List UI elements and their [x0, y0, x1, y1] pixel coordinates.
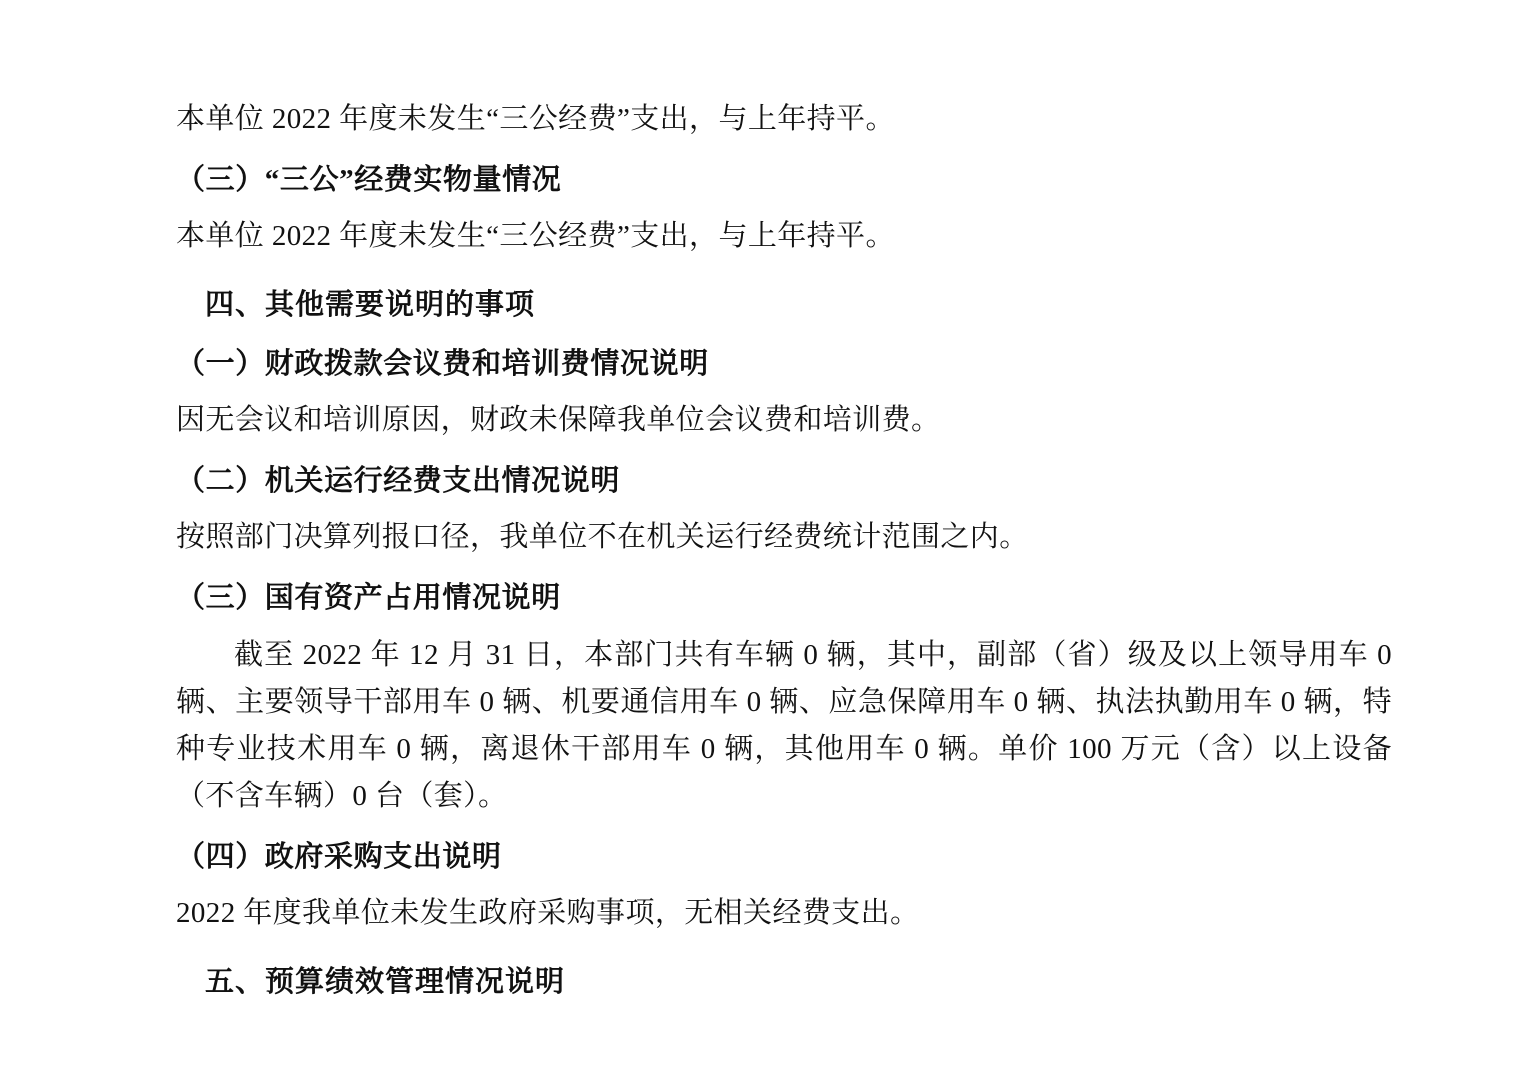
heading-government-procurement: （四）政府采购支出说明: [176, 840, 502, 873]
paragraph-state-owned-assets: 截至 2022 年 12 月 31 日，本部门共有车辆 0 辆，其中，副部（省）级及以上领导用车 0 辆、主要领导干部用车 0 辆、机要通信用车 0 辆、应急保障用车 0 辆、执法执勤用车 0 辆，特种专业技术用车 0 辆，离退休干部用车 0 辆，其他用车 0 辆。单价 100 万元（含）以上设备（不含车辆）0 台（套）。: [176, 638, 1392, 812]
document-body: [176, 96, 1392, 1005]
heading-agency-operating-expense: （二）机关运行经费支出情况说明: [176, 465, 621, 498]
paragraph-meeting-training-fee: 因无会议和培训原因，财政未保障我单位会议费和培训费。: [176, 404, 941, 437]
paragraph-agency-operating-expense: 按照部门决算列报口径，我单位不在机关运行经费统计范围之内。: [176, 521, 1029, 554]
heading-budget-performance-management: 五、预算绩效管理情况说明: [205, 966, 566, 999]
heading-three-public-physical-quantity: （三）“三公”经费实物量情况: [176, 163, 562, 196]
paragraph-government-procurement: 2022 年度我单位未发生政府采购事项，无相关经费支出。: [176, 897, 920, 930]
heading-meeting-training-fee: （一）财政拨款会议费和培训费情况说明: [176, 347, 709, 380]
paragraph-three-public-expense-none: 本单位 2022 年度未发生“三公经费”支出，与上年持平。: [176, 103, 895, 135]
heading-other-matters: 四、其他需要说明的事项: [205, 289, 536, 322]
heading-state-owned-assets: （三）国有资产占用情况说明: [176, 582, 561, 615]
paragraph-three-public-physical-none: 本单位 2022 年度未发生“三公经费”支出，与上年持平。: [176, 220, 895, 253]
